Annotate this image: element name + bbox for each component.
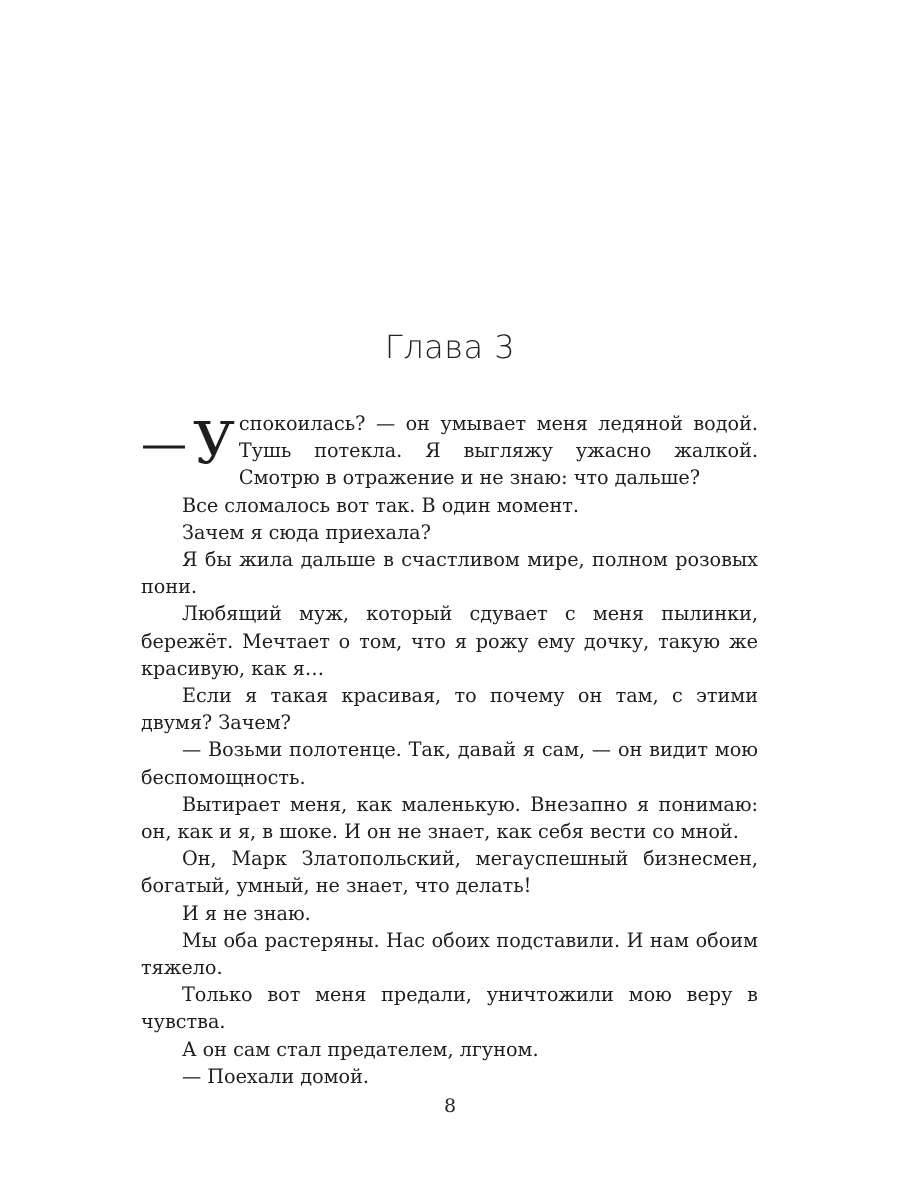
paragraph: — Поехали домой.	[182, 1064, 369, 1088]
paragraph: Он, Марк Златопольский, мегауспешный бизнесмен, богатый, умный, не знает, что делать!	[141, 847, 758, 898]
paragraph: Мы оба растеряны. Нас обоих подставили. И нам обоим тяжело.	[141, 928, 758, 980]
paragraph: Если я такая красивая, то почему он там, с этими двумя? Зачем?	[141, 684, 758, 735]
paragraph: Я бы жила дальше в счастливом мире, полном розовых пони.	[141, 548, 758, 599]
page-number: 8	[443, 1095, 457, 1117]
paragraph: — Возьми полотенце. Так, давай я сам, — он видит мою беспомощность.	[141, 738, 758, 789]
paragraph: Только вот меня предали, уничтожили мою веру в чувства.	[141, 983, 758, 1034]
paragraph-text: спокоилась? — он умывает меня ледяной водой. Тушь потекла. Я выгляжу ужасно жалкой. Смотрю в отражение и не знаю: что дальше?	[238, 412, 758, 490]
paragraph: А он сам стал предателем, лгуном.	[182, 1037, 539, 1061]
chapter-title: Глава 3	[384, 328, 516, 366]
paragraph: Зачем я сюда приехала?	[182, 520, 431, 544]
paragraph: Любящий муж, который сдувает с меня пылинки, бережёт. Мечтает о том, что я рожу ему дочку, такую же красивую, как я…	[141, 602, 758, 680]
chapter-body	[141, 410, 758, 1090]
paragraph-1	[141, 410, 758, 492]
paragraph: Все сломалось вот так. В один момент.	[182, 493, 579, 517]
paragraph: Вытирает меня, как маленькую. Внезапно я понимаю: он, как и я, в шоке. И он не знает, как себя вести со мной.	[141, 792, 758, 844]
paragraph: И я не знаю.	[182, 901, 311, 925]
drop-cap-letter: У	[193, 409, 235, 477]
drop-cap	[141, 409, 235, 477]
drop-cap-dash: —	[141, 416, 187, 470]
